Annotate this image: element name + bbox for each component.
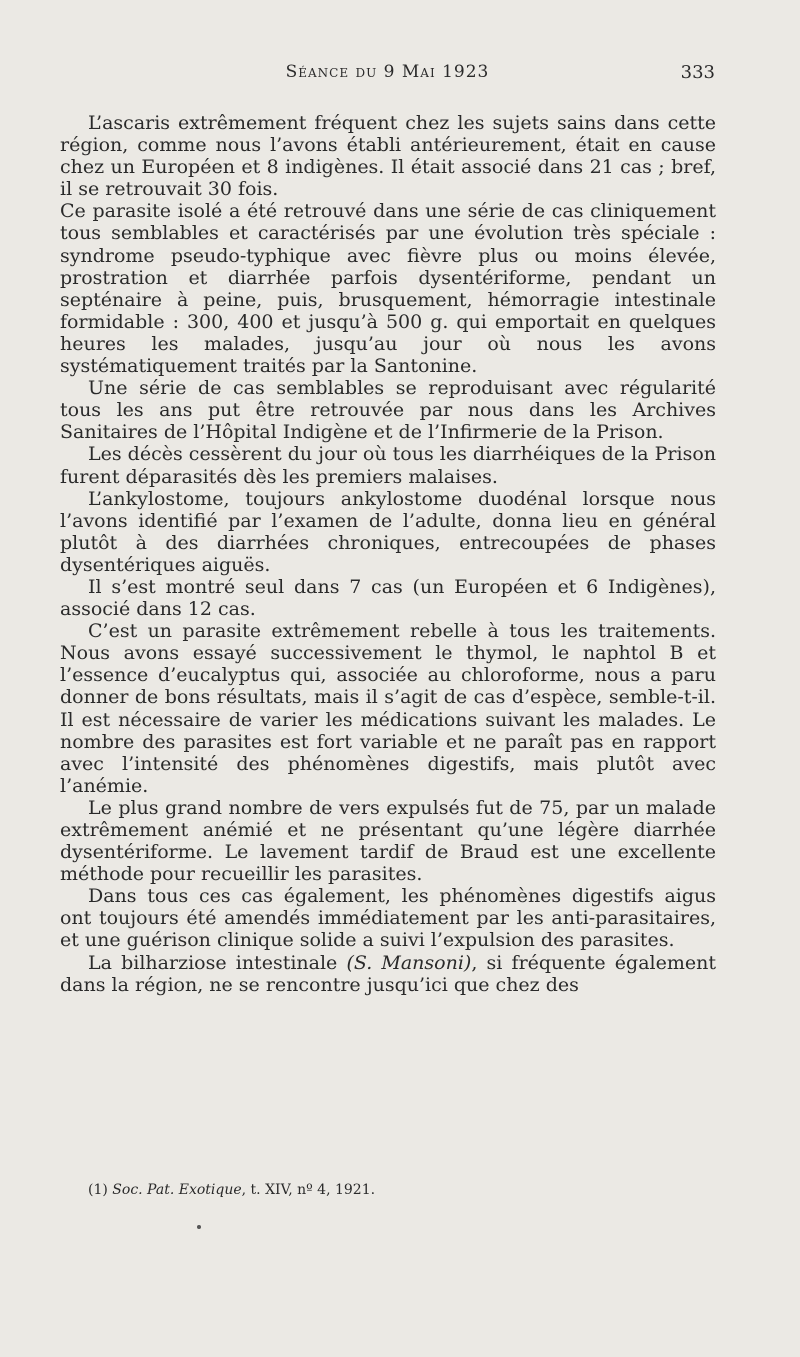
paragraph: Dans tous ces cas également, les phénomènes digestifs aigus ont toujours été amendés immédiatement par les anti-parasitaires, et une guérison clinique solide a suivi l’expulsion des parasites. (60, 885, 716, 952)
footnote (88, 1180, 708, 1200)
paragraph: L’ascaris extrêmement fréquent chez les sujets sains dans cette région, comme nous l’avons établi antérieurement, était en cause chez un Européen et 8 indigènes. Il était associé dans 21 cas ; bref, il se retrouvait 30 fois. (60, 112, 716, 201)
running-head: Séance du 9 Mai 1923 (285, 62, 490, 82)
species-name: (S. Mansoni) (346, 951, 472, 974)
paragraph-text-end: , si fréquente également dans la région, ne se rencontre jusqu’ici que chez des (60, 951, 716, 996)
footnote-marker: (1) (88, 1182, 108, 1198)
paragraph: Il s’est montré seul dans 7 cas (un Européen et 6 Indigènes), associé dans 12 cas. (60, 575, 716, 621)
paragraph: L’ankylostome, toujours ankylostome duodénal lorsque nous l’avons identifié par l’examen de l’adulte, donna lieu en général plutôt à des diarrhées chroniques, entrecoupées de phases dysentériques aiguës. (60, 487, 716, 576)
paragraph-bilharziose (60, 952, 716, 996)
footnote-source: Soc. Pat. Exotique (112, 1182, 242, 1198)
paragraph: Le plus grand nombre de vers expulsés fut de 75, par un malade extrêmement anémié et ne présentant qu’une légère diarrhée dysentériforme. Le lavement tardif de Braud est une excellente méthode pour recueillir les parasites. (60, 796, 716, 886)
footnote-details: , t. XIV, nº 4, 1921. (241, 1182, 376, 1198)
paragraph: C’est un parasite extrêmement rebelle à tous les traitements. Nous avons essayé successivement le thymol, le naphtol B et l’essence d’eucalyptus qui, associée au chloroforme, nous a paru donner de bons résultats, mais il s’agit de cas d’espèce, semble-t-il. Il est nécessaire de varier les médications suivant les malades. Le nombre des parasites est fort variable et ne paraît pas en rapport avec l’intensité des phénomènes digestifs, mais plutôt avec l’anémie. (60, 620, 716, 797)
paragraph: Ce parasite isolé a été retrouvé dans une série de cas cliniquement tous semblables et caractérisés par une évolution très spéciale : syndrome pseudo-typhique avec fièvre plus ou moins élevée, prostration et diarrhée parfois dysentériforme, pendant un septénaire à peine, puis, brusquement, hémorragie intestinale formidable : 300, 400 et jusqu’à 500 g. qui emportait en quelques heures les malades, jusqu’au jour où nous les avons systématiquement traités par la Santonine. (60, 200, 716, 378)
body-text (60, 112, 716, 996)
ink-speck (197, 1225, 201, 1229)
paragraph: Les décès cessèrent du jour où tous les diarrhéiques de la Prison furent déparasités dès les premiers malaises. (60, 443, 716, 488)
paragraph-text-start: La bilharziose intestinale (88, 951, 347, 974)
page-number: 333 (680, 62, 715, 83)
paragraph: Une série de cas semblables se reproduisant avec régularité tous les ans put être retrouvée par nous dans les Archives Sanitaires de l’Hôpital Indigène et de l’Infirmerie de la Prison. (60, 377, 716, 444)
page-header (60, 62, 715, 92)
